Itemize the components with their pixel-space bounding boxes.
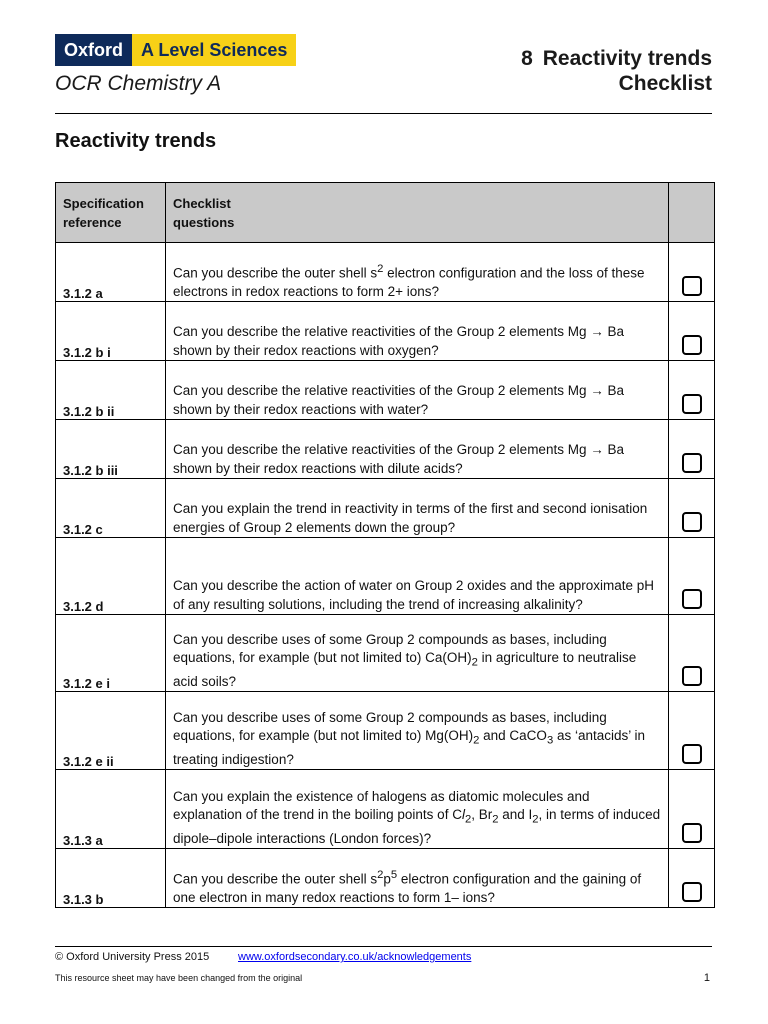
table-row	[56, 538, 715, 615]
table-row	[56, 770, 715, 849]
subject-title: OCR Chemistry A	[55, 72, 222, 95]
spec-reference: 3.1.2 d	[56, 538, 166, 615]
spec-reference: 3.1.2 b ii	[56, 361, 166, 420]
checkbox[interactable]	[682, 823, 702, 843]
table-row	[56, 479, 715, 538]
checkbox[interactable]	[682, 589, 702, 609]
checklist-question: Can you explain the existence of halogens as diatomic molecules and explanation of the trend in the boiling points of $Cl_2$, $Br_2$ and $I_2$, in terms of induced dipole–dipole interactions (London forces)?	[166, 770, 669, 849]
table-row	[56, 420, 715, 479]
checkbox[interactable]	[682, 882, 702, 902]
checklist-question: Can you describe the relative reactivities of the Group 2 elements Mg → Ba shown by their redox reactions with dilute acids?	[166, 420, 669, 479]
checklist-question: Can you describe the outer shell $s^2p^5$ electron configuration and the gaining of one electron in many redox reactions to form 1– ions?	[166, 849, 669, 908]
checkbox[interactable]	[682, 666, 702, 686]
checklist-question: Can you describe the outer shell $s^2$ electron configuration and the loss of these electrons in redox reactions to form 2+ ions?	[166, 243, 669, 302]
checklist-question: Can you describe uses of some Group 2 compounds as bases, including equations, for example (but not limited to) $Mg(OH)_2$ and CaCO$_3$ as ‘antacids’ in treating indigestion?	[166, 692, 669, 770]
spec-reference: 3.1.2 e i	[56, 615, 166, 692]
checklist-question: Can you explain the trend in reactivity in terms of the first and second ionisation energies of Group 2 elements down the group?	[166, 479, 669, 538]
checklist-question: Can you describe uses of some Group 2 compounds as bases, including equations, for example (but not limited to) $Ca(OH)_2$ in agriculture to neutralise acid soils?	[166, 615, 669, 692]
table-row	[56, 692, 715, 770]
doc-type: Checklist	[618, 72, 712, 95]
table-row	[56, 361, 715, 420]
table-header-row	[56, 183, 715, 243]
section-title: Reactivity trends	[55, 130, 217, 152]
spec-reference: 3.1.2 a	[56, 243, 166, 302]
logo-series-text: A Level Sciences	[132, 34, 296, 66]
checkbox[interactable]	[682, 453, 702, 473]
chapter-number: 8	[521, 47, 533, 70]
checkbox[interactable]	[682, 335, 702, 355]
spec-reference: 3.1.2 c	[56, 479, 166, 538]
copyright-text: © Oxford University Press 2015	[55, 951, 210, 963]
table-row	[56, 849, 715, 908]
header-checklist-questions: Checklist questions	[166, 183, 669, 243]
checklist-question: Can you describe the relative reactivities of the Group 2 elements Mg → Ba shown by their redox reactions with water?	[166, 361, 669, 420]
table-row	[56, 243, 715, 302]
footer-divider	[55, 946, 712, 947]
spec-reference: 3.1.3 b	[56, 849, 166, 908]
chapter-heading	[521, 46, 712, 96]
header-spec-reference: Specification reference	[56, 183, 166, 243]
spec-reference: 3.1.3 a	[56, 770, 166, 849]
checklist-table	[55, 182, 715, 908]
logo-oxford-text: Oxford	[55, 34, 132, 66]
acknowledgements-link[interactable]: www.oxfordsecondary.co.uk/acknowledgements	[238, 951, 472, 963]
checkbox[interactable]	[682, 512, 702, 532]
checklist-question: Can you describe the action of water on Group 2 oxides and the approximate pH of any resulting solutions, including the trend of increasing alkalinity?	[166, 538, 669, 615]
oxford-logo	[55, 34, 296, 66]
checkbox[interactable]	[682, 276, 702, 296]
resource-note: This resource sheet may have been changed from the original	[55, 973, 303, 983]
header-divider	[55, 113, 712, 114]
checklist-question: Can you describe the relative reactivities of the Group 2 elements Mg → Ba shown by their redox reactions with oxygen?	[166, 302, 669, 361]
page-number: 1	[703, 972, 710, 984]
checkbox[interactable]	[682, 744, 702, 764]
table-row	[56, 302, 715, 361]
checkbox[interactable]	[682, 394, 702, 414]
spec-reference: 3.1.2 b i	[56, 302, 166, 361]
spec-reference: 3.1.2 b iii	[56, 420, 166, 479]
header-checkbox-column	[669, 183, 715, 243]
chapter-title: Reactivity trends	[542, 47, 712, 70]
spec-reference: 3.1.2 e ii	[56, 692, 166, 770]
table-row	[56, 615, 715, 692]
